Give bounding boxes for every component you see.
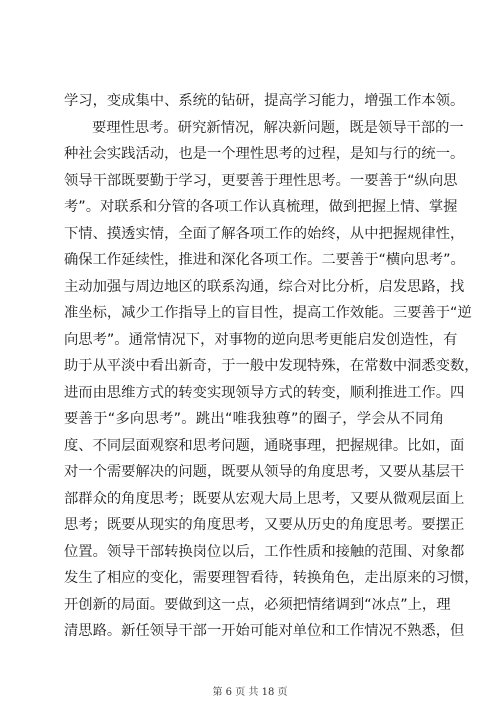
text-line: 领导干部既要勤于学习，更要善于理性思考。一要善于“纵向思 — [64, 172, 458, 189]
text-line: 部群众的角度思考；既要从宏观大局上思考，又要从微观层面上 — [64, 490, 465, 507]
text-line: 思考；既要从现实的角度思考，又要从历史的角度思考。要摆正 — [64, 517, 465, 533]
text-line: 度、不同层面观察和思考问题，通晓事理，把握规律。比如，面 — [64, 437, 465, 454]
text-line: 开创新的局面。要做到这一点，必须把情绪调到“冰点”上，理 — [64, 596, 451, 613]
text-line: 发生了相应的变化，需要理智看待，转换角色，走出原来的习惯， — [64, 570, 479, 586]
text-line: 要理性思考。研究新情况，解决新问题，既是领导干部的一 — [92, 119, 464, 136]
text-line: 进而由思维方式的转变实现领导方式的转变，顺利推进工作。四 — [64, 384, 465, 401]
text-line: 准坐标，减少工作指导上的盲目性，提高工作效能。三要善于“逆 — [64, 305, 472, 321]
text-line: 主动加强与周边地区的联系沟通，综合对比分析，启发思路，找 — [64, 278, 465, 295]
text-line: 向思考”。通常情况下，对事物的逆向思考更能启发创造性，有 — [64, 331, 458, 348]
text-line: 助于从平淡中看出新奇，于一般中发现特殊，在常数中洞悉变数， — [64, 358, 479, 374]
page-footer — [0, 683, 500, 698]
text-line: 确保工作延续性，推进和深化各项工作。二要善于“横向思考”。 — [64, 252, 465, 268]
text-line: 清思路。新任领导干部一开始可能对单位和工作情况不熟悉，但 — [64, 623, 465, 639]
text-line: 要善于“多向思考”。跳出“唯我独尊”的圈子，学会从不同角 — [64, 411, 444, 427]
body-text — [64, 88, 479, 645]
page-number-label: 第 6 页 共 18 页 — [212, 687, 288, 698]
text-line: 对一个需要解决的问题，既要从领导的角度思考，又要从基层干 — [64, 464, 465, 480]
text-line: 种社会实践活动，也是一个理性思考的过程，是知与行的统一。 — [64, 146, 465, 162]
text-line: 学习，变成集中、系统的钻研，提高学习能力，增强工作本领。 — [64, 93, 465, 109]
text-line: 考”。对联系和分管的各项工作认真梳理，做到把握上情、掌握 — [64, 199, 458, 215]
text-line: 下情、摸透实情，全面了解各项工作的始终，从中把握规律性， — [64, 225, 465, 242]
text-line: 位置。领导干部转换岗位以后，工作性质和接触的范围、对象都 — [64, 543, 465, 560]
